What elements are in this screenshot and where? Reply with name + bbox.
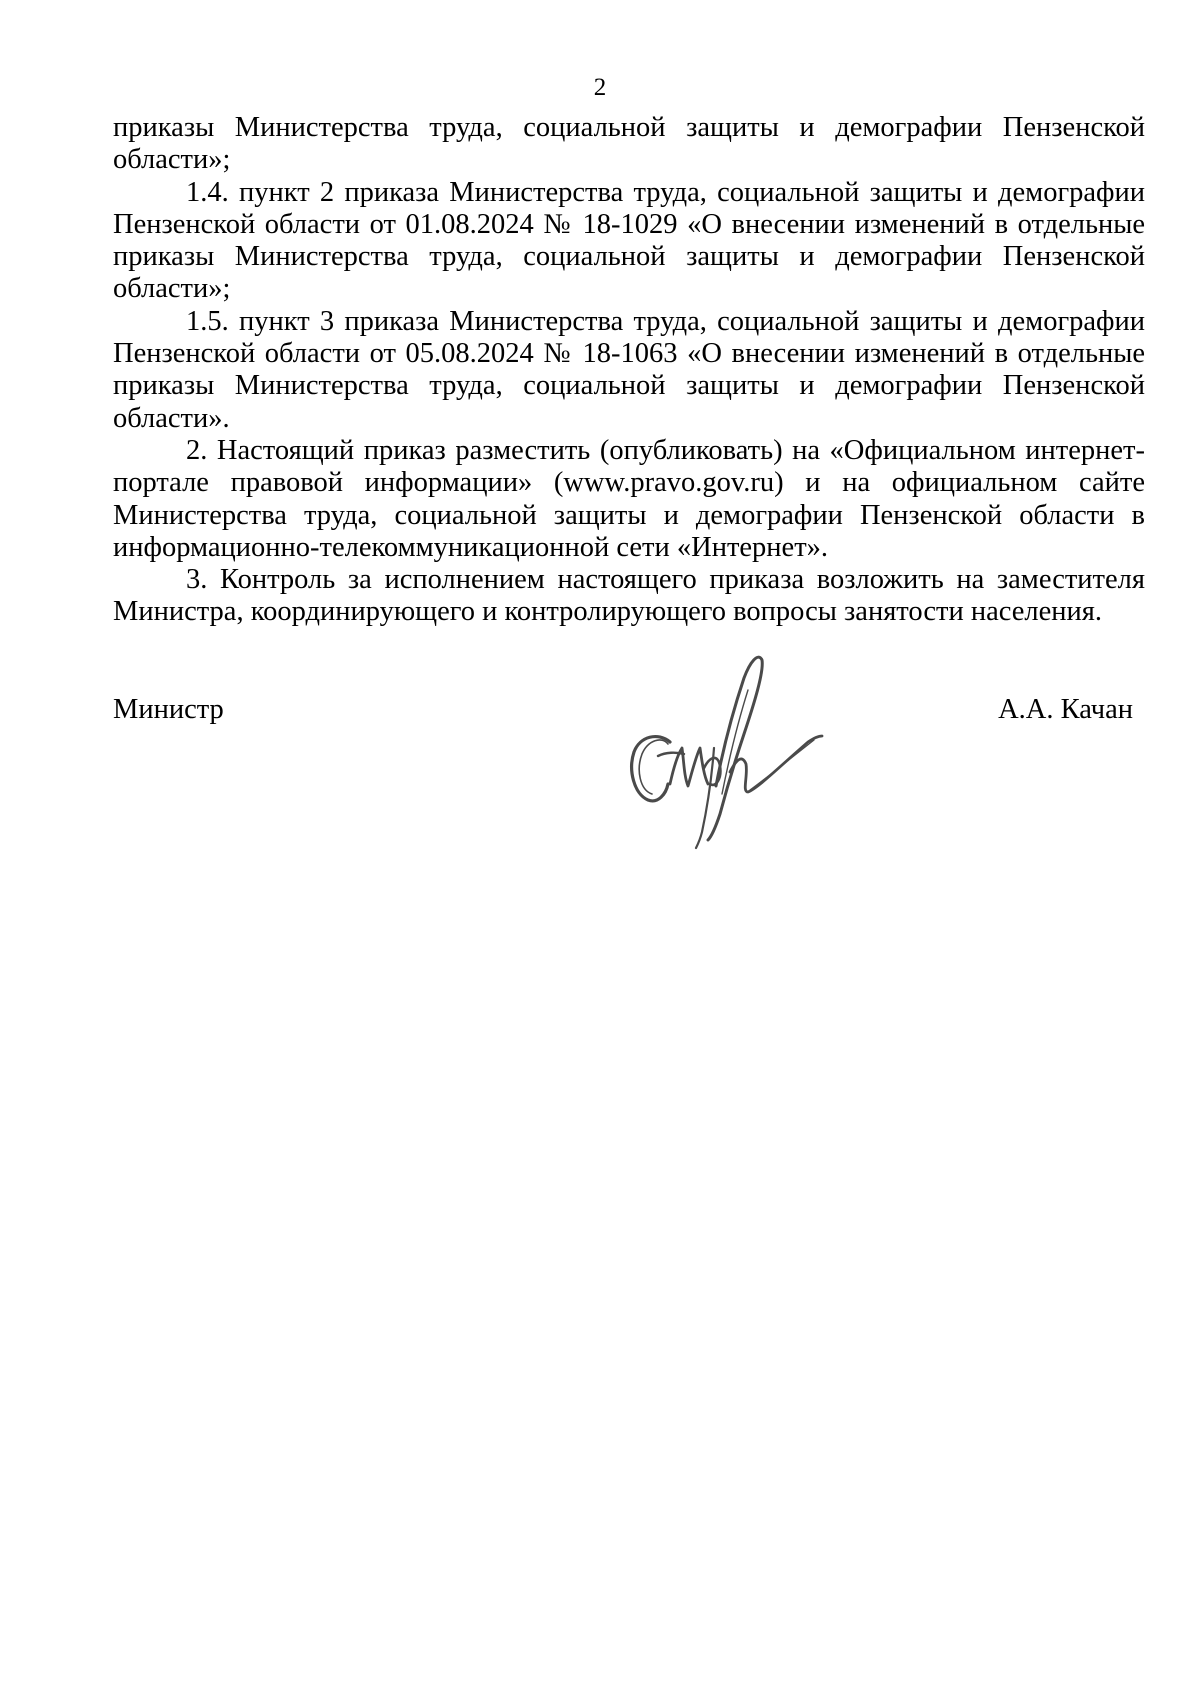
position-title: Министр <box>113 694 224 725</box>
signer-name: А.А. Качан <box>998 694 1133 725</box>
paragraph-item-3: 3. Контроль за исполнением настоящего приказа возложить на заместителя Министра, координирующего и контролирующего вопросы занятости населения. <box>113 564 1145 628</box>
paragraph-item-2: 2. Настоящий приказ разместить (опубликовать) на «Официальном интернет-портале правовой информации» (www.pravo.gov.ru) и на официальном сайте Министерства труда, социальной защиты и демографии Пензенской области в информационно-телекоммуникационной сети «Интернет». <box>113 434 1145 563</box>
page-number: 2 <box>593 74 607 101</box>
paragraph-continuation: приказы Министерства труда, социальной защиты и демографии Пензенской области»; <box>113 112 1145 176</box>
document-body <box>113 112 1145 629</box>
handwritten-signature-icon <box>618 644 832 862</box>
paragraph-item-1-4: 1.4. пункт 2 приказа Министерства труда, социальной защиты и демографии Пензенской области от 01.08.2024 № 18-1029 «О внесении изменений в отдельные приказы Министерства труда, социальной защиты и демографии Пензенской области»; <box>113 176 1145 305</box>
paragraph-item-1-5: 1.5. пункт 3 приказа Министерства труда, социальной защиты и демографии Пензенской области от 05.08.2024 № 18-1063 «О внесении изменений в отдельные приказы Министерства труда, социальной защиты и демографии Пензенской области». <box>113 305 1145 434</box>
